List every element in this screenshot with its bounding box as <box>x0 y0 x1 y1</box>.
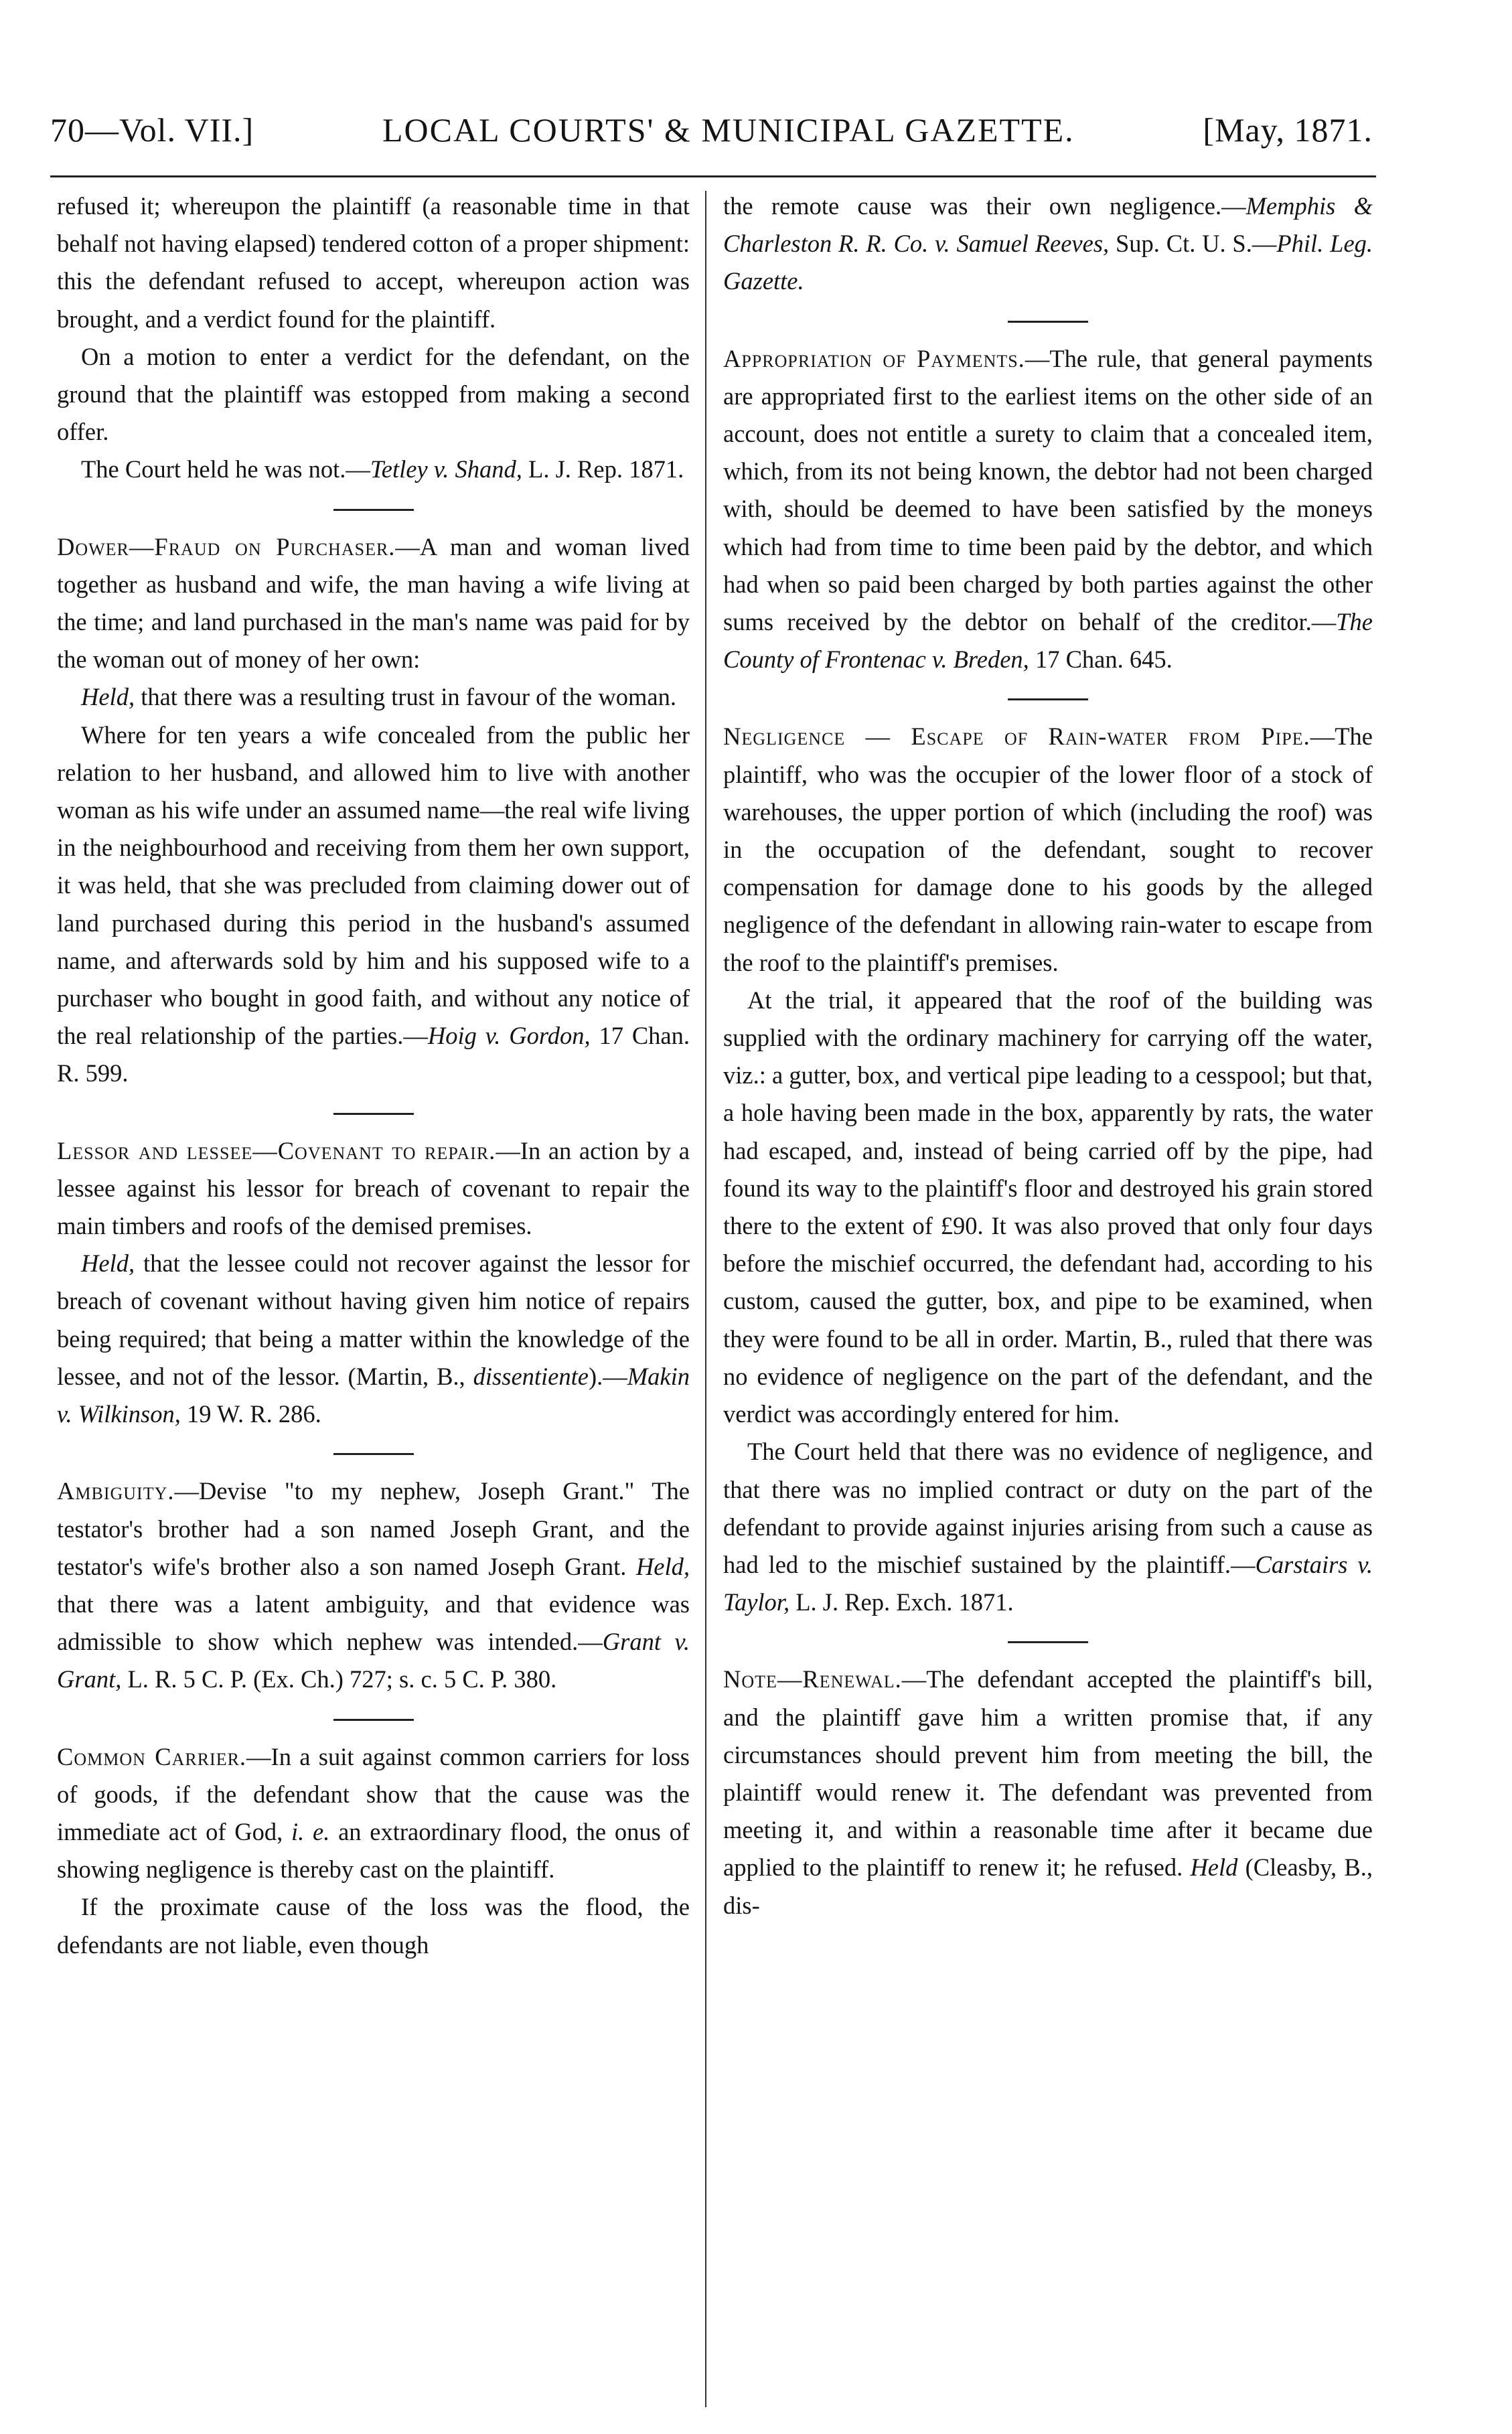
section-separator <box>333 509 414 511</box>
entry-text: —The rule, that general payments are appropriated first to the earliest items on the other side of an account, does not entitle a surety to claim that a concealed item, which, from its not being known, the debtor had not been charged with, should be deemed to have been satisfied by the moneys which had from time to time been paid by the debtor, and which had when so paid been charged by both parties against the other sums received by the debtor on behalf of the creditor.— <box>723 344 1373 636</box>
held-label: Held, <box>635 1552 690 1580</box>
section-separator <box>1008 321 1088 323</box>
entry-heading: Note—Renewal. <box>723 1665 902 1693</box>
case-name: The County of Frontenac v. Breden, <box>723 608 1373 674</box>
digest-entry-dower <box>57 528 690 679</box>
citation: Sup. Ct. U. S.— <box>1109 230 1277 258</box>
citation: L. R. 5 C. P. (Ex. Ch.) 727; s. c. 5 C. P. 380. <box>121 1665 557 1693</box>
section-separator <box>333 1113 414 1115</box>
held-label: Held, <box>81 1249 135 1278</box>
case-name: Makin v. Wilkinson, <box>57 1362 690 1428</box>
case-name: Carstairs v. Taylor, <box>723 1550 1373 1616</box>
case-name: Hoig v. Gordon, <box>427 1022 591 1050</box>
text: an extraordinary flood, the onus of showing negligence is thereby cast on the plaintiff. <box>57 1817 690 1884</box>
paragraph <box>723 1433 1373 1621</box>
text: i. e. <box>291 1817 330 1845</box>
section-separator <box>1008 1641 1088 1643</box>
digest-entry-appropriation <box>723 340 1373 679</box>
text: (Cleasby, B., dis- <box>723 1853 1373 1919</box>
running-header <box>50 110 1373 171</box>
entry-text: —In a suit against common carriers for loss of goods, if the defendant show that the cause was the immediate act of God, <box>57 1742 690 1845</box>
section-separator <box>333 1453 414 1455</box>
right-column <box>723 187 1373 1924</box>
entry-text: —A man and woman lived together as husband and wife, the man having a wife living at the time; and land purchased in the man's name was paid for by the woman out of money of her own: <box>57 532 690 674</box>
citation: L. J. Rep. Exch. 1871. <box>789 1588 1014 1616</box>
paragraph <box>57 1245 690 1433</box>
column-divider <box>705 191 706 2407</box>
paragraph <box>57 451 690 488</box>
digest-entry-ambiguity <box>57 1472 690 1698</box>
citation: 17 Chan. 645. <box>1029 645 1173 674</box>
text: the remote cause was their own negligence.— <box>723 192 1246 220</box>
text: that there was a resulting trust in favour of the woman. <box>135 683 676 711</box>
text: that the lessee could not recover against the lessor for breach of covenant without having given him notice of repairs being required; that being a matter within the knowledge of the lessee, and not of the lessor. (Martin, B., <box>57 1249 690 1390</box>
case-name: Grant v. Grant, <box>57 1628 690 1693</box>
text: ).— <box>588 1362 627 1390</box>
digest-entry-note <box>723 1661 1373 1924</box>
case-name: Tetley v. Shand, <box>370 455 522 483</box>
held-label: Held, <box>81 683 135 711</box>
text: that there was a latent ambiguity, and that evidence was admissible to show which nephew was intended.— <box>57 1590 690 1656</box>
digest-entry-carrier <box>57 1738 690 1889</box>
section-separator <box>333 1719 414 1721</box>
paragraph: refused it; whereupon the plaintiff (a reasonable time in that behalf not having elapsed) tendered cotton of a proper shipment: this the defendant refused to accept, whereupon action was brought, and a verdict found for the plaintiff. <box>57 192 690 333</box>
entry-heading: Appropriation of Payments. <box>723 344 1025 372</box>
entry-text: —Devise "to my nephew, Joseph Grant." The testator's brother had a son named Joseph Grant, and the testator's wife's brother also a son named Joseph Grant. <box>57 1477 690 1580</box>
paragraph: At the trial, it appeared that the roof of the building was supplied with the ordinary machinery for carrying off the water, viz.: a gutter, box, and vertical pipe leading to a cesspool; but that, a hole having been made in the box, apparently by rats, the water had escaped, and, instead of being carried off by the pipe, had found its way to the plaintiff's floor and destroyed his grain stored there to the extent of £90. It was also proved that only four days before the mischief occurred, the defendant had, according to his custom, caused the gutter, box, and pipe to be examined, when they were found to be all in order. Martin, B., ruled that there was no evidence of negligence on the part of the defendant, and the verdict was accordingly entered for him. <box>723 986 1373 1428</box>
text: The Court held that there was no evidence of negligence, and that there was no implied contract or duty on the part of the defendant to provide against injuries arising from such a cause as had led to the mischief sustained by the plaintiff.— <box>723 1438 1373 1578</box>
header-rule <box>50 175 1376 177</box>
citation: 19 W. R. 286. <box>180 1400 321 1428</box>
paragraph: If the proximate cause of the loss was the flood, the defendants are not liable, even though <box>57 1893 690 1959</box>
case-name: Memphis & Charleston R. R. Co. v. Samuel Reeves, <box>723 192 1373 258</box>
entry-text: —The defendant accepted the plaintiff's bill, and the plaintiff gave him a written promise that, if any circumstances should prevent him from meeting the bill, the plaintiff would renew it. The defendant was prevented from meeting it, and within a reasonable time after it became due applied to the plaintiff to renew it; he refused. <box>723 1665 1373 1882</box>
paragraph <box>57 678 690 716</box>
entry-heading: Negligence — Escape of Rain-water from Pipe. <box>723 722 1310 751</box>
paragraph <box>723 187 1373 301</box>
entry-heading: Lessor and lessee—Covenant to repair. <box>57 1136 496 1164</box>
left-column <box>57 187 690 1964</box>
citation: 17 Chan. R. 599. <box>57 1022 690 1087</box>
entry-heading: Dower—Fraud on Purchaser. <box>57 532 396 560</box>
digest-entry-negligence <box>723 718 1373 981</box>
entry-heading: Ambiguity. <box>57 1477 175 1505</box>
paragraph <box>57 716 690 1093</box>
paragraph: On a motion to enter a verdict for the defendant, on the ground that the plaintiff was estopped from making a second offer. <box>57 342 690 446</box>
digest-entry-lessor <box>57 1132 690 1245</box>
entry-text: —In an action by a lessee against his lessor for breach of covenant to repair the main timbers and roofs of the demised premises. <box>57 1136 690 1240</box>
source: Phil. Leg. Gazette. <box>723 230 1373 295</box>
entry-heading: Common Carrier. <box>57 1742 247 1770</box>
text: The Court held he was not.— <box>81 455 370 483</box>
page-number-volume: 70—Vol. VII.] <box>50 111 254 149</box>
held-label: Held <box>1190 1853 1238 1882</box>
text: dissentiente <box>473 1362 589 1390</box>
citation: L. J. Rep. 1871. <box>522 455 684 483</box>
section-separator <box>1008 698 1088 700</box>
entry-text: —The plaintiff, who was the occupier of the lower floor of a stock of warehouses, the upper portion of which (including the roof) was in the occupation of the defendant, sought to recover compensation for damage done to his goods by the alleged negligence of the defendant in allowing rain-water to escape from the roof to the plaintiff's premises. <box>723 722 1373 976</box>
journal-title: LOCAL COURTS' & MUNICIPAL GAZETTE. <box>382 111 1075 149</box>
issue-date: [May, 1871. <box>1203 111 1373 149</box>
text: Where for ten years a wife concealed from the public her relation to her husband, and allowed him to live with another woman as his wife under an assumed name—the real wife living in the neighbourhood and receiving from them her own support, it was held, that she was precluded from claiming dower out of land purchased during this period in the husband's assumed name, and afterwards sold by him and his supposed wife to a purchaser who bought in good faith, and without any notice of the real relationship of the parties.— <box>57 720 690 1050</box>
